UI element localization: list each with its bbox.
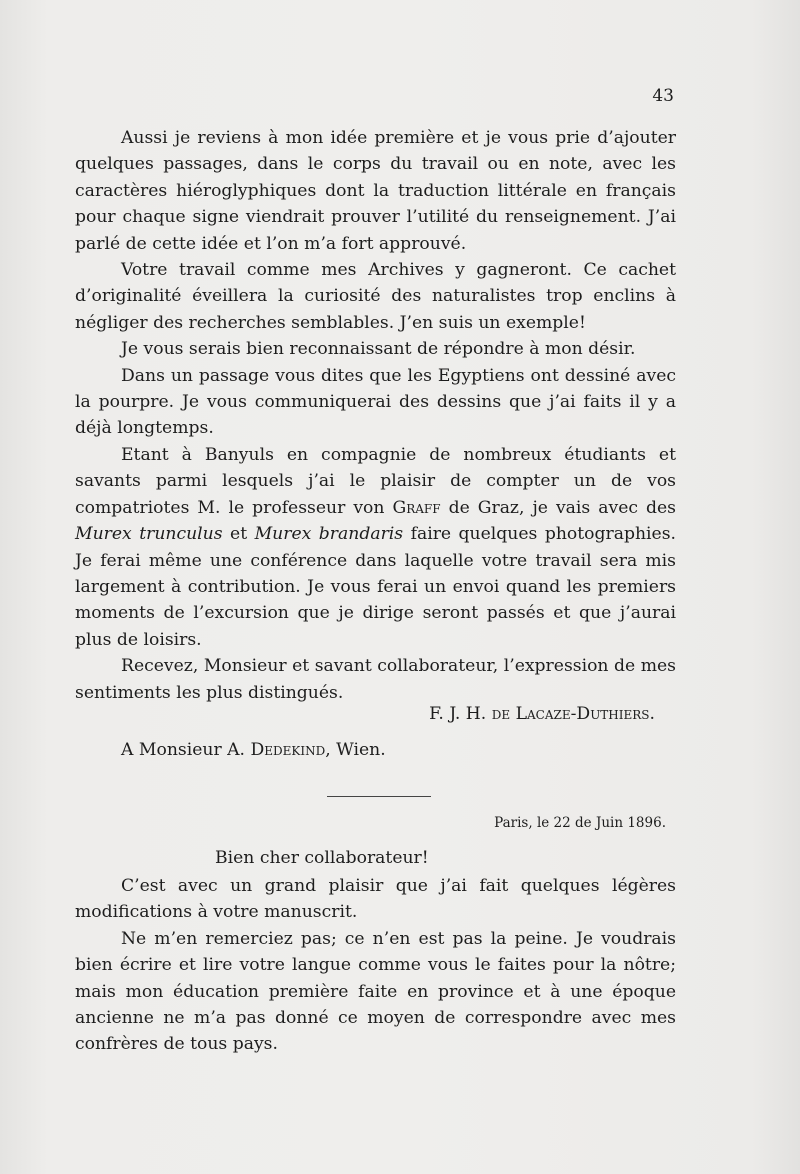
text-run: de Graz, je vais avec des <box>440 497 676 518</box>
letter-body <box>75 125 676 706</box>
paragraph <box>75 442 676 653</box>
paragraph: Je vous serais bien reconnaissant de répondre à mon désir. <box>121 339 636 360</box>
signature-name: Lacaze-Duthiers. <box>515 704 655 724</box>
page-number: 43 <box>652 86 674 106</box>
paragraph: Recevez, Monsieur et savant collaborateur, l’expression de mes sentiments les plus distingués. <box>75 656 676 703</box>
person-name: Graff <box>392 497 441 518</box>
paragraph: Votre travail comme mes Archives y gagneront. Ce cachet d’originalité éveillera la curiosité des naturalistes trop enclins à négliger des recherches semblables. J’en suis un exemple! <box>75 260 676 333</box>
addressee-name: Dedekind <box>250 740 326 760</box>
paragraph: Ne m’en remerciez pas; ce n’en est pas la peine. Je voudrais bien écrire et lire votre langue comme vous le faites pour la nôtre; mais mon éducation première faite en province et à une époque ancienne ne m’a pas donné ce moyen de correspondre avec mes confrères de tous pays. <box>75 928 676 1055</box>
addressee-suffix: , Wien. <box>325 740 386 760</box>
paragraph: Aussi je reviens à mon idée première et je vous prie d’ajouter quelques passages, dans le corps du travail ou en note, avec les caractères hiéroglyphiques dont la traduction littérale en français pour chaque signe viendrait prouver l’utilité du renseignement. J’ai parlé de cette idée et l’on m’a fort approuvé. <box>75 128 676 254</box>
text-run: et <box>222 524 255 545</box>
text-run: faire quelques photographies. Je ferai même une conférence dans laquelle votre travail sera mis largement à contribution. Je vous ferai un envoi quand les premiers moments de l’excursion que je dirige seront passés et que j’aurai plus de loisirs. <box>75 524 676 650</box>
species-name: Murex trunculus <box>75 524 223 545</box>
species-name: Murex brandaris <box>254 524 404 545</box>
signature-particle: de <box>491 704 511 724</box>
addressee-prefix: A Monsieur A. <box>121 740 251 760</box>
letter-body <box>75 873 676 1058</box>
signature-initials: F. J. H. <box>429 704 492 724</box>
addressee <box>121 737 386 763</box>
text-run: Etant à Banyuls en compagnie de nombreux étudiants et savants parmi lesquels j’ai le plaisir de compter un de vos compatriotes M. le professeur von <box>75 444 676 518</box>
paragraph: C’est avec un grand plaisir que j’ai fait quelques légères modifications à votre manuscrit. <box>75 876 676 923</box>
letter-date: Paris, le 22 de Juin 1896. <box>494 815 666 831</box>
salutation: Bien cher collaborateur! <box>215 848 429 868</box>
section-divider <box>327 796 431 797</box>
paragraph: Dans un passage vous dites que les Egyptiens ont dessiné avec la pourpre. Je vous communiquerai des dessins que j’ai faits il y a déjà longtemps. <box>75 365 676 439</box>
signature <box>429 701 655 727</box>
